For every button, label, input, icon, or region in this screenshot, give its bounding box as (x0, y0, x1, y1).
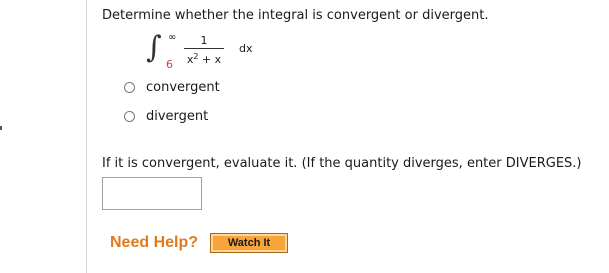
option-label: divergent (146, 109, 209, 124)
radio-convergent[interactable] (124, 82, 135, 93)
upper-limit: ∞ (168, 32, 177, 43)
lower-limit: 6 (166, 58, 173, 71)
question-prompt: Determine whether the integral is convergent or divergent. (102, 8, 489, 23)
differential: dx (239, 42, 253, 55)
left-margin (0, 0, 86, 273)
numerator: 1 (200, 34, 208, 47)
answer-options (124, 80, 220, 138)
integrand-fraction (184, 34, 224, 66)
denominator-exponent: 2 (193, 52, 199, 61)
integral-sign-icon: ∫ (146, 30, 162, 65)
fraction-bar (184, 48, 224, 49)
denominator-rest: + x (198, 53, 222, 66)
help-row (110, 233, 288, 253)
option-convergent[interactable] (124, 80, 220, 95)
option-label: convergent (146, 80, 220, 95)
denominator-base: x (186, 53, 194, 66)
need-help-label: Need Help? (110, 234, 199, 251)
edge-marker (0, 126, 2, 130)
evaluate-instruction: If it is convergent, evaluate it. (If the quantity diverges, enter DIVERGES.) (102, 156, 582, 171)
denominator (184, 50, 224, 66)
vertical-divider (86, 0, 87, 273)
integral-expression (146, 30, 276, 74)
watch-it-button[interactable]: Watch It (210, 233, 288, 253)
radio-divergent[interactable] (124, 111, 135, 122)
option-divergent[interactable] (124, 109, 220, 124)
answer-input[interactable] (102, 177, 202, 210)
